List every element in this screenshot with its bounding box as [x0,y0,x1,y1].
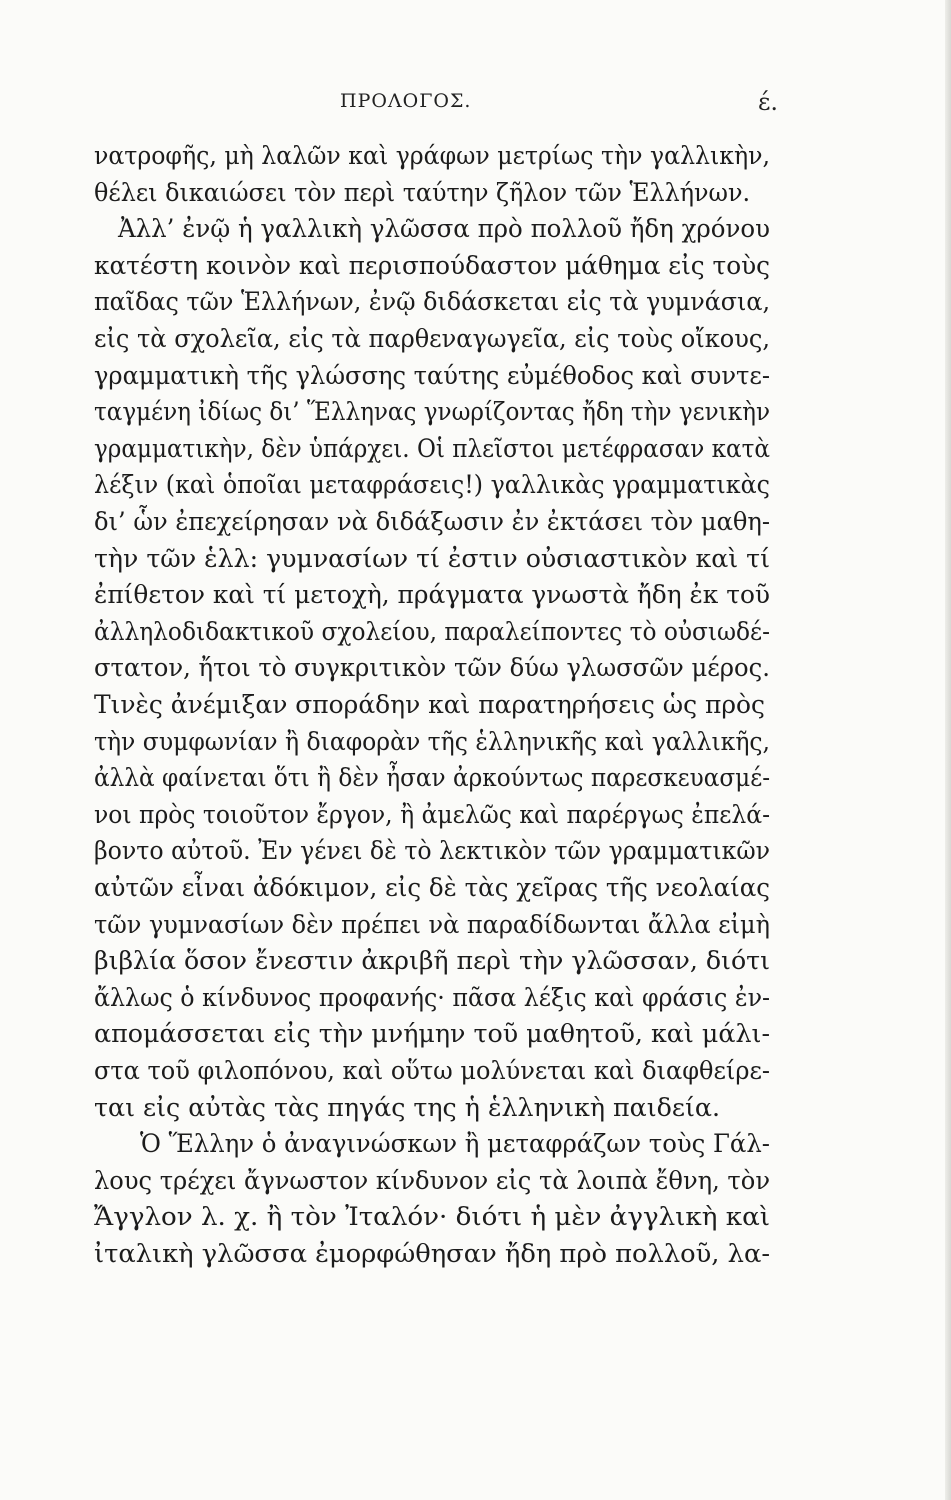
text-line: νοι πρὸς τοιοῦτον ἔργον, ἢ ἀμελῶς καὶ παρέργως ἐπελά- [94,799,771,829]
page-edge [945,0,951,1500]
text-line: ται εἰς αὐτὰς τὰς πηγάς της ἡ ἑλληνικὴ παιδεία. [94,1092,720,1122]
text-line: λους τρέχει ἄγνωστον κίνδυνον εἰς τὰ λοιπὰ ἔθνη, τὸν [94,1165,770,1195]
text-line: Ἄγγλον λ. χ. ἢ τὸν Ἰταλόν· διότι ἡ μὲν ἀγγλικὴ καὶ [94,1202,771,1232]
text-line: βοντο αὐτοῦ. Ἐν γένει δὲ τὸ λεκτικὸν τῶν γραμματικῶν [94,836,771,866]
text-line: στα τοῦ φιλοπόνου, καὶ οὕτω μολύνεται καὶ διαφθείρε- [94,1056,770,1085]
text-line: γραμματικὴν, δὲν ὑπάρχει. Οἱ πλεῖστοι μετέφρασαν κατὰ [94,433,770,463]
text-line: κατέστη κοινὸν καὶ περισπούδαστον μάθημα εἰς τοὺς [94,250,771,280]
text-line: ἄλλως ὁ κίνδυνος προφανής· πᾶσα λέξις καὶ φράσις ἐν- [94,982,771,1012]
text-line: ταγμένη ἰδίως δι’ Ἕλληνας γνωρίζοντας ἤδη τὴν γενικὴν [94,397,770,427]
text-line: βιβλία ὅσον ἔνεστιν ἀκριβῆ περὶ τὴν γλῶσσαν, διότι [94,946,770,976]
text-line: απομάσσεται εἰς τὴν μνήμην τοῦ μαθητοῦ, καὶ μάλι- [94,1019,771,1049]
text-line: ἀλλὰ φαίνεται ὅτι ἢ δὲν ἦσαν ἀρκούντως παρεσκευασμέ- [94,763,771,793]
text-line: λέξιν (καὶ ὁποῖαι μεταφράσεις!) γαλλικὰς γραμματικὰς [94,470,770,500]
text-line: Ὁ Ἕλλην ὁ ἀναγινώσκων ἢ μεταφράζων τοὺς Γάλ- [140,1129,771,1159]
text-line: γραμματικὴ τῆς γλώσσης ταύτης εὐμέθοδος καὶ συντε- [94,360,771,390]
running-title: ΠΡΟΛΟΓΟΣ. [340,90,472,112]
page-header [0,90,951,120]
text-line: ἐπίθετον καὶ τί μετοχὴ, πράγματα γνωστὰ ἤδη ἐκ τοῦ [94,580,771,610]
text-line: δι’ ὧν ἐπεχείρησαν νὰ διδάξωσιν ἐν ἐκτάσει τὸν μαθη- [94,507,771,536]
text-line: θέλει δικαιώσει τὸν περὶ ταύτην ζῆλον τῶν Ἑλλήνων. [94,177,751,207]
text-line: Τινὲς ἀνέμιξαν σποράδην καὶ παρατηρήσεις ὡς πρὸς [94,690,765,719]
text-line: αὐτῶν εἶναι ἀδόκιμον, εἰς δὲ τὰς χεῖρας τῆς νεολαίας [94,873,771,902]
text-line: Ἀλλ’ ἐνῷ ἡ γαλλικὴ γλῶσσα πρὸ πολλοῦ ἤδη χρόνου [118,214,770,244]
text-line: ἰταλικὴ γλῶσσα ἐμορφώθησαν ἤδη πρὸ πολλοῦ, λα- [94,1239,771,1268]
text-line: εἰς τὰ σχολεῖα, εἰς τὰ παρθεναγωγεῖα, εἰς τοὺς οἴκους, [94,324,770,353]
text-line: παῖδας τῶν Ἑλλήνων, ἐνῷ διδάσκεται εἰς τὰ γυμνάσια, [94,287,771,317]
text-line: τῶν γυμνασίων δὲν πρέπει νὰ παραδίδωνται ἄλλα εἰμὴ [94,909,770,939]
text-line: ἀλληλοδιδακτικοῦ σχολείου, παραλείποντες τὸ οὐσιωδέ- [94,616,770,646]
text-line: τὴν τῶν ἑλλ: γυμνασίων τί ἐστιν οὐσιαστικὸν καὶ τί [94,543,771,573]
page-number: έ. [758,88,779,116]
text-line: τὴν συμφωνίαν ἢ διαφορὰν τῆς ἑλληνικῆς καὶ γαλλικῆς, [94,726,771,756]
text-line: στατον, ἤτοι τὸ συγκριτικὸν τῶν δύω γλωσσῶν μέρος. [94,653,770,683]
text-line: νατροφῆς, μὴ λαλῶν καὶ γράφων μετρίως τὴν γαλλικὴν, [94,141,770,170]
